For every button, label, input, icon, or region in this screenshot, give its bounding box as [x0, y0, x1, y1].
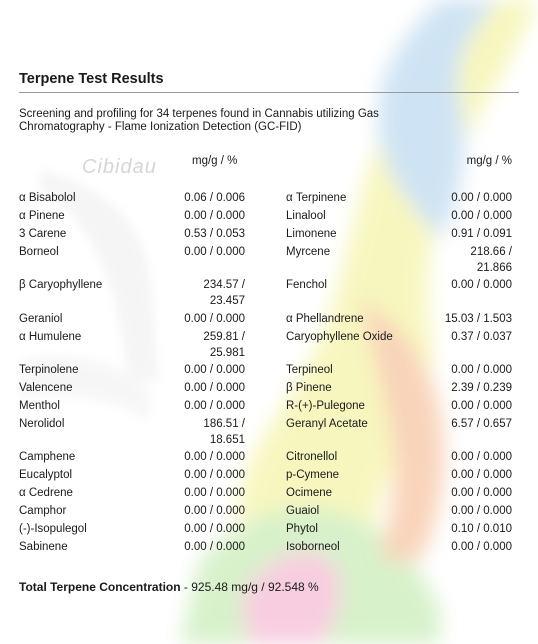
terpene-name: Linalool [286, 210, 326, 222]
terpene-name: α Cedrene [19, 487, 73, 499]
terpene-value: 0.00 / 0.000 [184, 246, 245, 258]
total-value: 925.48 mg/g / 92.548 % [191, 580, 319, 594]
terpene-name: β Caryophyllene [19, 279, 103, 291]
terpene-name: α Phellandrene [286, 313, 364, 325]
watermark-logo: Cibidau [82, 156, 157, 178]
terpene-value: 186.51 / 18.651 [203, 418, 245, 446]
terpene-name: p-Cymene [286, 469, 340, 481]
terpene-value: 0.00 / 0.000 [451, 279, 512, 291]
terpene-name: Nerolidol [19, 418, 65, 430]
terpene-value: 0.91 / 0.091 [451, 228, 512, 240]
terpene-name: R-(+)-Pulegone [286, 400, 365, 412]
terpene-name: Myrcene [286, 246, 331, 258]
terpene-value: 259.81 / 25.981 [203, 331, 245, 359]
terpene-value: 0.00 / 0.000 [184, 364, 245, 376]
terpene-name: α Bisabolol [19, 192, 76, 204]
terpene-name: Geranyl Acetate [286, 418, 368, 430]
terpene-value: 0.00 / 0.000 [184, 210, 245, 222]
unit-header-left: mg/g / % [192, 155, 238, 167]
terpene-name: Citronellol [286, 451, 338, 463]
terpene-value: 0.10 / 0.010 [451, 523, 512, 535]
terpene-value: 0.00 / 0.000 [184, 487, 245, 499]
terpene-name: β Pinene [286, 382, 332, 394]
terpene-name: Borneol [19, 246, 59, 258]
terpene-value: 218.66 / 21.866 [470, 246, 512, 274]
terpene-value: 0.00 / 0.000 [184, 469, 245, 481]
terpene-value: 0.00 / 0.000 [184, 400, 245, 412]
terpene-name: Limonene [286, 228, 337, 240]
total-label: Total Terpene Concentration [19, 580, 181, 594]
unit-header-right: mg/g / % [466, 155, 512, 167]
page-title: Terpene Test Results [19, 71, 164, 87]
terpene-value: 0.00 / 0.000 [451, 487, 512, 499]
terpene-value: 0.00 / 0.000 [184, 523, 245, 535]
terpene-value: 0.00 / 0.000 [451, 210, 512, 222]
total-concentration [19, 580, 319, 594]
terpene-value: 0.00 / 0.000 [184, 541, 245, 553]
terpene-name: Valencene [19, 382, 73, 394]
terpene-value: 0.53 / 0.053 [184, 228, 245, 240]
terpene-name: Fenchol [286, 279, 327, 291]
terpene-value: 0.00 / 0.000 [184, 451, 245, 463]
terpene-name: Isoborneol [286, 541, 340, 553]
terpene-name: α Pinene [19, 210, 65, 222]
terpene-name: Geraniol [19, 313, 63, 325]
terpene-value: 0.00 / 0.000 [184, 313, 245, 325]
terpene-name: Camphor [19, 505, 67, 517]
terpene-value: 0.00 / 0.000 [451, 192, 512, 204]
terpene-name: Caryophyllene Oxide [286, 331, 393, 343]
terpene-name: Menthol [19, 400, 60, 412]
terpene-value: 0.00 / 0.000 [451, 469, 512, 481]
terpene-value: 15.03 / 1.503 [444, 313, 512, 325]
terpene-name: α Terpinene [286, 192, 347, 204]
terpene-name: 3 Carene [19, 228, 67, 240]
terpene-value: 0.00 / 0.000 [184, 382, 245, 394]
terpene-name: Phytol [286, 523, 318, 535]
terpene-name: Camphene [19, 451, 76, 463]
title-divider [19, 92, 519, 93]
terpene-name: Terpinolene [19, 364, 79, 376]
terpene-value: 0.00 / 0.000 [451, 541, 512, 553]
terpene-name: Sabinene [19, 541, 68, 553]
terpene-value: 0.00 / 0.000 [184, 505, 245, 517]
terpene-value: 0.06 / 0.006 [184, 192, 245, 204]
terpene-value: 0.00 / 0.000 [451, 451, 512, 463]
terpene-name: Guaiol [286, 505, 320, 517]
terpene-value: 6.57 / 0.657 [451, 418, 512, 430]
terpene-name: α Humulene [19, 331, 82, 343]
terpene-name: (-)-Isopulegol [19, 523, 87, 535]
total-separator: - [180, 580, 192, 594]
terpene-value: 0.37 / 0.037 [451, 331, 512, 343]
terpene-name: Eucalyptol [19, 469, 73, 481]
terpene-value: 0.00 / 0.000 [451, 364, 512, 376]
terpene-value: 234.57 / 23.457 [203, 279, 245, 307]
terpene-value: 2.39 / 0.239 [451, 382, 512, 394]
terpene-name: Ocimene [286, 487, 333, 499]
terpene-value: 0.00 / 0.000 [451, 505, 512, 517]
terpene-name: Terpineol [286, 364, 333, 376]
terpene-value: 0.00 / 0.000 [451, 400, 512, 412]
method-description: Screening and profiling for 34 terpenes found in Cannabis utilizing Gas Chromatography - Flame Ionization Detection (GC-FID) [19, 108, 379, 133]
